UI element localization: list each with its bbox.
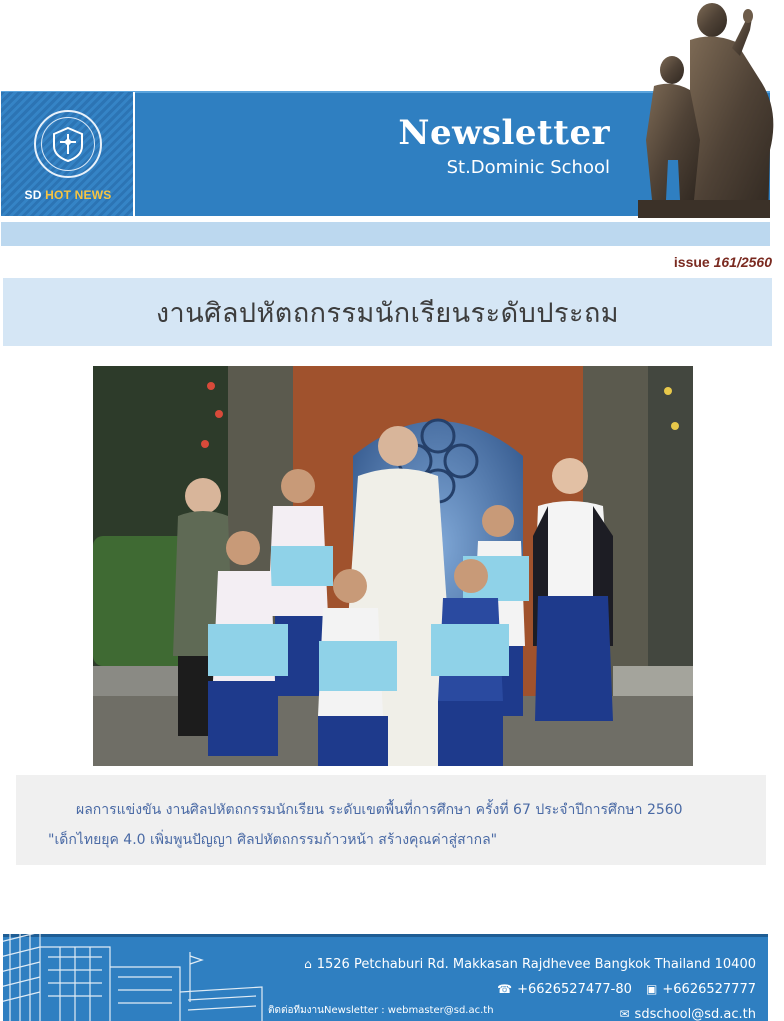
school-building-illustration [0, 912, 265, 1021]
article-caption [16, 775, 766, 865]
address-text: 1526 Petchaburi Rd. Makkasan Rajdhevee Bangkok Thailand 10400 [316, 957, 756, 972]
phone-row [304, 977, 756, 1002]
article-title-box [3, 278, 772, 346]
issue-value: 161/2560 [713, 254, 772, 270]
newsletter-contact-note[interactable]: ติดต่อทีมงานNewsletter : webmaster@sd.ac.th [268, 1005, 494, 1016]
school-seal-icon [34, 110, 102, 178]
phone-text: +6626527477-80 [517, 982, 632, 997]
fax-icon: ▣ [646, 982, 658, 996]
school-logo-box [1, 92, 135, 216]
mail-icon: ✉ [619, 1007, 630, 1021]
address-row [304, 952, 756, 977]
school-name: St.Dominic School [446, 157, 610, 178]
caption-line-2: "เด็กไทยยุค 4.0 เพิ่มพูนปัญญา ศิลปหัตถกรรมก้าวหน้า สร้างคุณค่าสู่สากล" [48, 832, 498, 848]
email-link[interactable]: sdschool@sd.ac.th [634, 1007, 756, 1021]
hot-news-badge [1, 188, 135, 202]
caption-line-1: ผลการแข่งขัน งานศิลปหัตถกรรมนักเรียน ระดับเขตพื้นที่การศึกษา ครั้งที่ 67 ประจำปีการศึกษา 2560 [76, 802, 683, 818]
saint-statue-image [620, 0, 784, 218]
badge-sd: SD [24, 188, 42, 202]
issue-number [674, 254, 772, 270]
newsletter-title: Newsletter [398, 113, 610, 153]
group-photo [93, 366, 693, 766]
fax-text: +6626527777 [662, 982, 756, 997]
badge-hot-news: HOT NEWS [45, 188, 112, 202]
home-icon: ⌂ [304, 957, 312, 971]
article-title: งานศิลปหัตถกรรมนักเรียนระดับประถม [155, 297, 620, 329]
phone-icon: ☎ [497, 982, 513, 996]
issue-label: issue [673, 254, 710, 270]
header-divider-bar [1, 222, 770, 246]
footer [0, 912, 784, 1021]
